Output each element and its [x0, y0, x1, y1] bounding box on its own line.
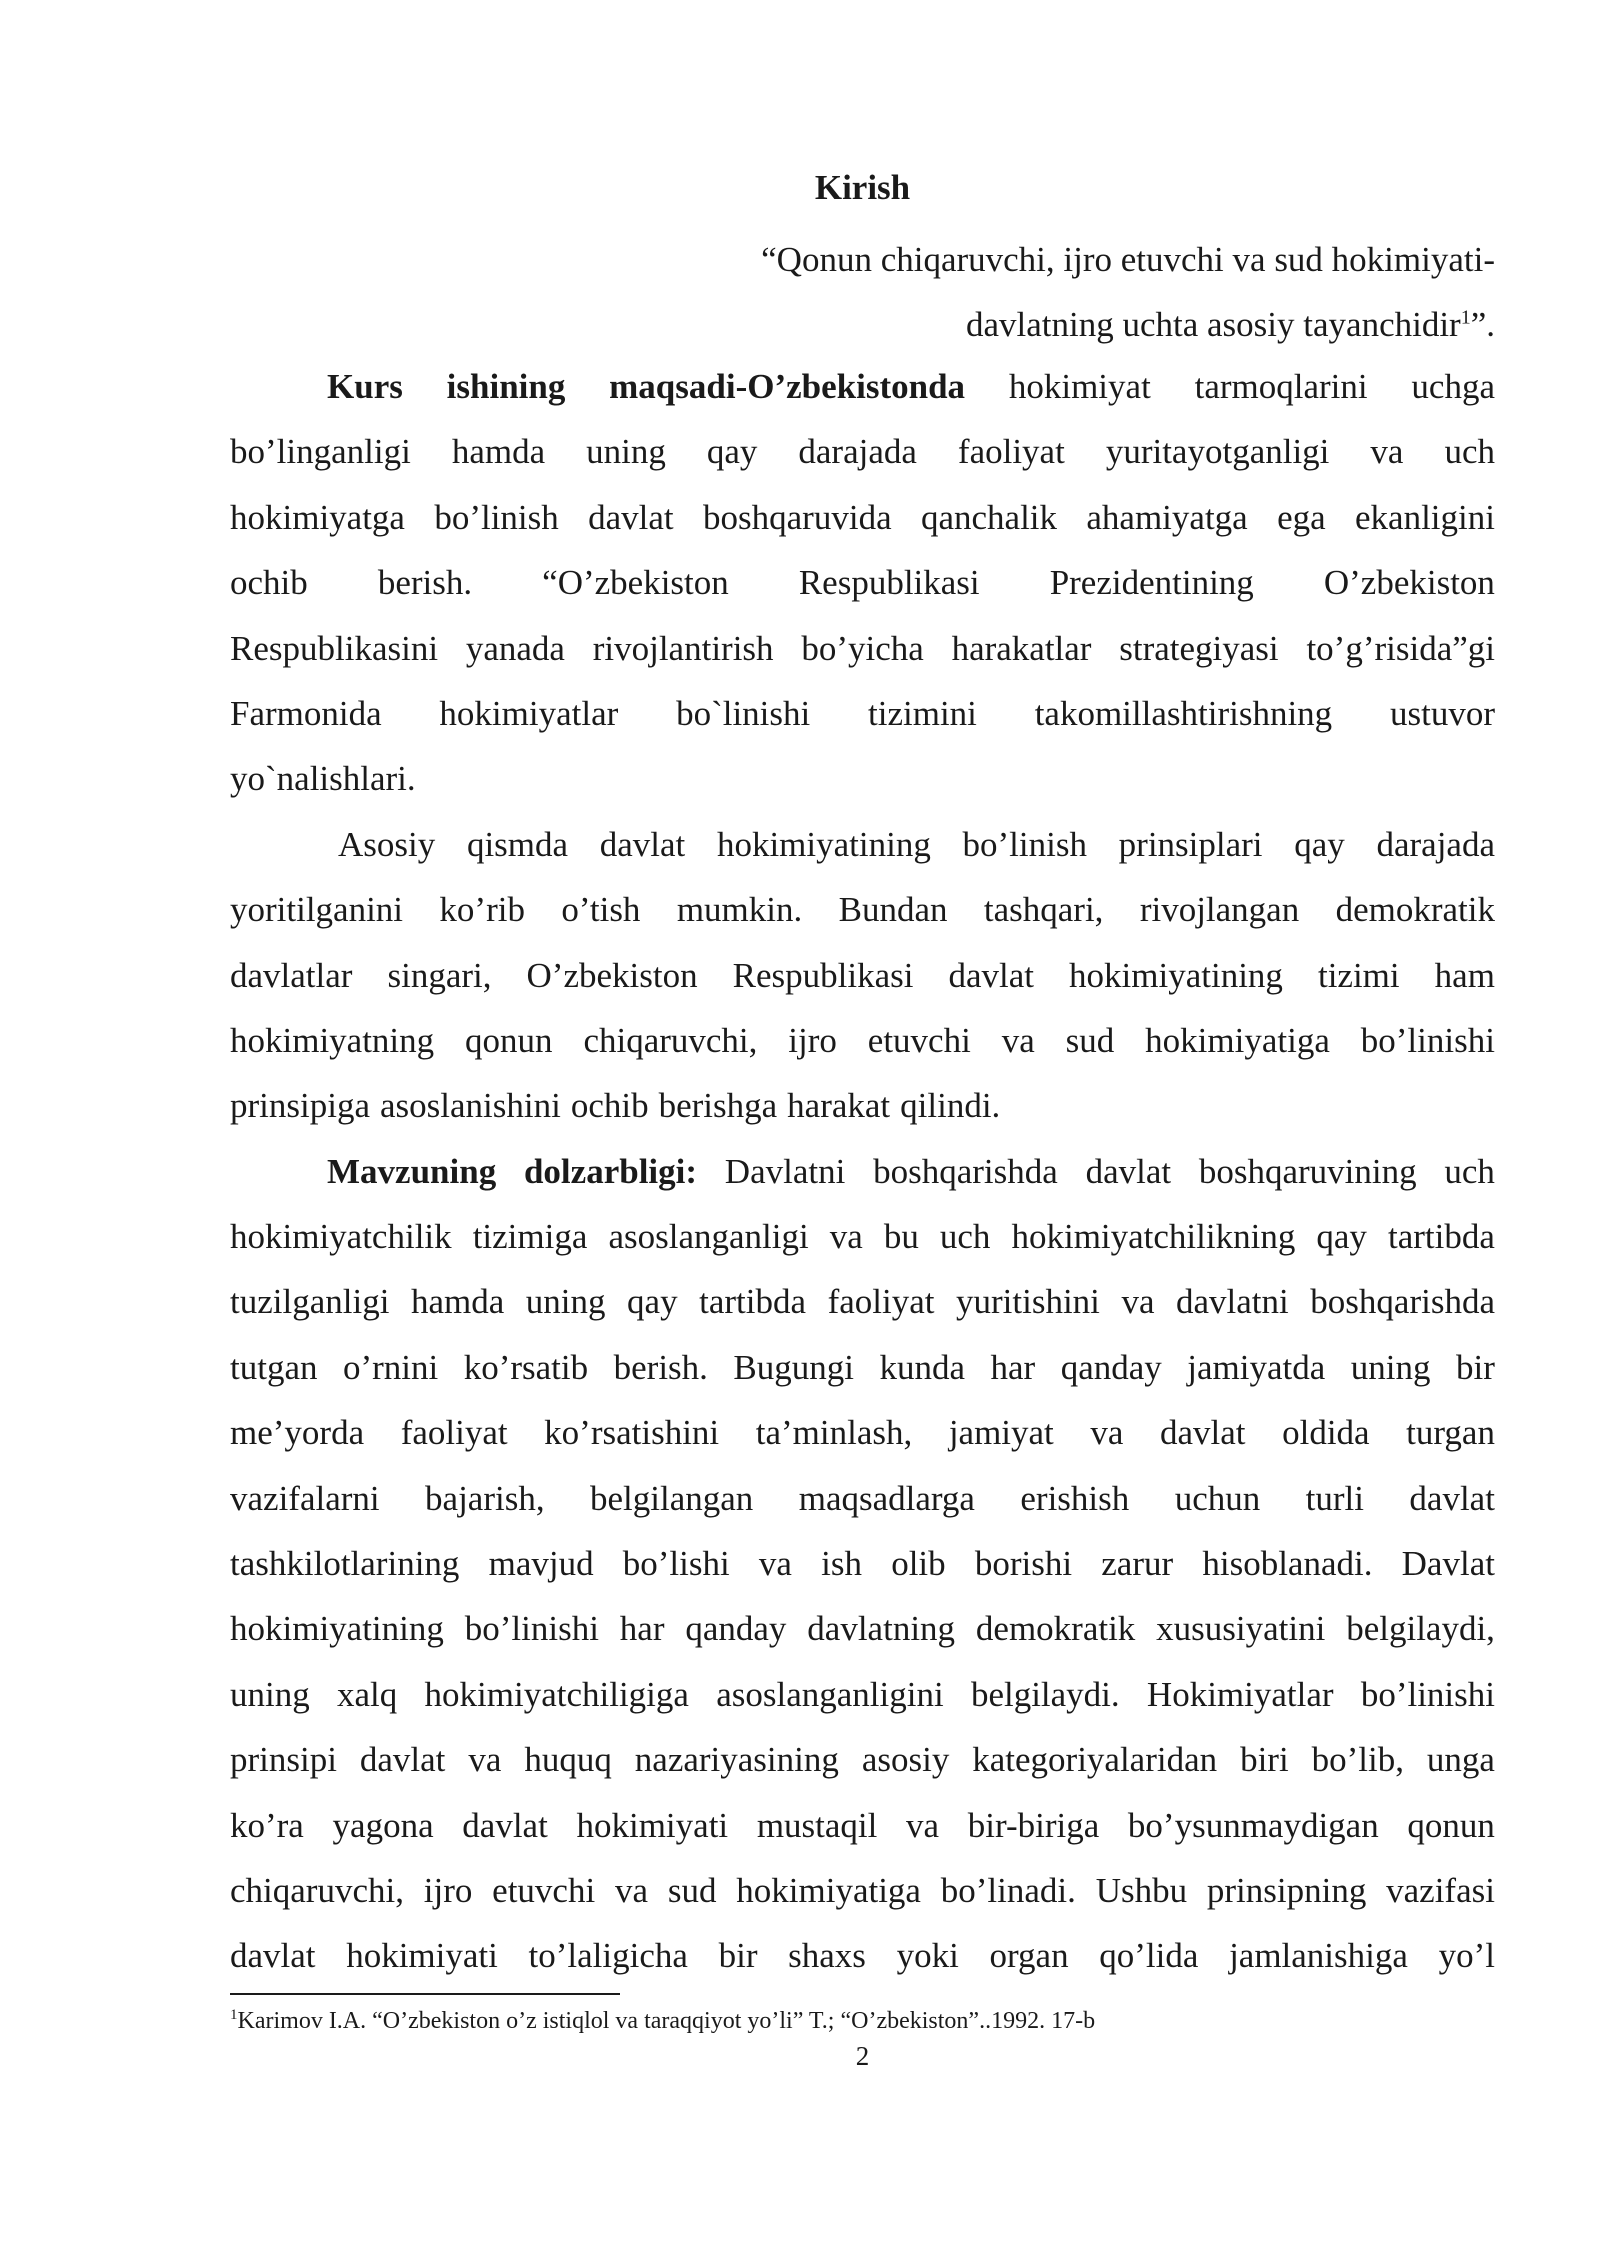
- word: o’rnini: [342, 1347, 439, 1387]
- body-text: [230, 354, 1495, 1989]
- word: ahamiyatga: [1086, 497, 1248, 537]
- word: davlat: [1159, 1413, 1246, 1453]
- word: bo’linishi: [1360, 1674, 1495, 1714]
- word: tashqari,: [983, 890, 1104, 930]
- word: bo’linish: [434, 497, 559, 537]
- word: rivojlantirish: [592, 628, 774, 668]
- paragraph-line: [230, 1923, 1495, 1988]
- word: zarur: [1101, 1544, 1174, 1584]
- word: ochib: [230, 563, 308, 603]
- page-title: Kirish: [814, 168, 911, 207]
- paragraph-line: [230, 1466, 1495, 1531]
- word: belgilaydi.: [970, 1674, 1120, 1714]
- word: bo’lishi: [622, 1544, 730, 1584]
- word: qanchalik: [920, 497, 1058, 537]
- footnote-text: Karimov I.A. “O’zbekiston o’z istiqlol va taraqqiyot yo’li” T.; “O’zbekiston”..1992. 17-b: [237, 2008, 1096, 2034]
- word: hokimiyatiga: [736, 1870, 921, 1910]
- paragraph-main-part: [230, 812, 1495, 1139]
- word: maqsadi-O’zbekistonda: [609, 367, 966, 406]
- word: darajada: [1376, 824, 1495, 864]
- paragraph-line: [230, 812, 1495, 877]
- word: boshqaruvida: [703, 497, 892, 537]
- word: qanday: [685, 1609, 787, 1649]
- word: uning: [525, 1282, 606, 1322]
- word: faoliyat: [400, 1413, 508, 1453]
- word: uning: [230, 1674, 310, 1714]
- word: asoslanishini: [379, 1086, 561, 1126]
- word: hokimiyatining: [230, 1609, 444, 1649]
- word: rivojlangan: [1139, 890, 1300, 930]
- word: demokratik: [1335, 890, 1495, 930]
- paragraph-line: [230, 550, 1495, 615]
- word: va: [1121, 1282, 1155, 1322]
- word: Respublikasini: [230, 628, 439, 668]
- word: Bugungi: [733, 1347, 854, 1387]
- page-number: 2: [855, 2041, 870, 2071]
- word: uch: [939, 1217, 991, 1257]
- word: boshqarishda: [1310, 1282, 1495, 1322]
- word: boshqarishda: [873, 1151, 1058, 1191]
- word: xususiyatini: [1156, 1609, 1326, 1649]
- word: asoslanganligini: [716, 1674, 944, 1714]
- word: xalq: [337, 1674, 398, 1714]
- word: har: [619, 1609, 665, 1649]
- word: tartibda: [699, 1282, 807, 1322]
- word: Prezidentining: [1049, 563, 1254, 603]
- word: borishi: [974, 1544, 1073, 1584]
- paragraph-line: [230, 746, 1495, 811]
- word: hokimiyatning: [230, 1020, 435, 1060]
- word: Mavzuning: [327, 1151, 497, 1191]
- word: davlatni: [1176, 1282, 1289, 1322]
- paragraph-line: [230, 1335, 1495, 1400]
- word: qay: [1294, 824, 1345, 864]
- word: belgilangan: [590, 1478, 754, 1518]
- word: davlat: [1085, 1151, 1172, 1191]
- word: oldida: [1282, 1413, 1370, 1453]
- word: “O’zbekiston: [542, 563, 729, 603]
- word: bo’linganligi: [230, 432, 411, 472]
- word: ishining: [446, 367, 566, 406]
- word: jamiyatda: [1187, 1347, 1326, 1387]
- word: asosiy: [861, 1740, 950, 1780]
- word: berishga: [658, 1086, 778, 1126]
- word: o’tish: [561, 890, 641, 930]
- epigraph-line-2-end: ”.: [1470, 305, 1495, 344]
- paragraph-line: [230, 1531, 1495, 1596]
- word: me’yorda: [230, 1413, 365, 1453]
- word: hokimiyatining: [1069, 955, 1283, 995]
- epigraph-line-2: [230, 292, 1495, 357]
- word: va: [1001, 1020, 1035, 1060]
- word: Bundan: [838, 890, 948, 930]
- word: qay: [1316, 1217, 1367, 1257]
- word: ijro: [788, 1020, 837, 1060]
- word: davlatlar: [230, 955, 353, 995]
- word: ham: [1434, 955, 1495, 995]
- paragraph-line: [230, 1139, 1495, 1204]
- epigraph-line-2-text: davlatning uchta asosiy tayanchidir: [965, 305, 1461, 344]
- word: vazifasi: [1386, 1870, 1495, 1910]
- word: va: [1090, 1413, 1124, 1453]
- word: faoliyat: [957, 432, 1065, 472]
- epigraph: [230, 227, 1495, 357]
- word: davlatning: [807, 1609, 956, 1649]
- word: harakat: [787, 1086, 891, 1126]
- word: O’zbekiston: [526, 955, 698, 995]
- word: va: [468, 1740, 502, 1780]
- word: ega: [1277, 497, 1326, 537]
- word: unga: [1426, 1740, 1495, 1780]
- footnote-separator: [230, 1993, 620, 1995]
- paragraph-line: [230, 1204, 1495, 1269]
- word: bo`linishi: [676, 693, 811, 733]
- paragraph-line: [230, 1269, 1495, 1334]
- word: prinsiplari: [1118, 824, 1263, 864]
- word: tizimi: [1317, 955, 1400, 995]
- word: davlat: [599, 824, 686, 864]
- word: har: [990, 1347, 1036, 1387]
- word: biri: [1240, 1740, 1289, 1780]
- word: va: [1370, 432, 1404, 472]
- paragraph-relevance: [230, 1139, 1495, 1989]
- footnote: [230, 2003, 1095, 2039]
- word: bo’linishi: [464, 1609, 599, 1649]
- word: berish.: [613, 1347, 708, 1387]
- word: ko’rsatib: [463, 1347, 589, 1387]
- word: uchun: [1174, 1478, 1261, 1518]
- word: tuzilganligi: [230, 1282, 390, 1322]
- word: va: [615, 1870, 649, 1910]
- word: bo’ysunmaydigan: [1127, 1805, 1379, 1845]
- word: tizimiga: [472, 1217, 588, 1257]
- word: jamiyat: [948, 1413, 1054, 1453]
- word: davlat: [462, 1805, 548, 1845]
- word: bir-biriga: [967, 1805, 1100, 1845]
- word: singari,: [387, 955, 492, 995]
- paragraph-line: [230, 1727, 1495, 1792]
- word: Davlat: [1401, 1544, 1495, 1584]
- word: yanada: [465, 628, 565, 668]
- word: ochib: [570, 1086, 649, 1126]
- word: hamda: [451, 432, 546, 472]
- word: chiqaruvchi,: [230, 1870, 404, 1910]
- word: belgilaydi,: [1346, 1609, 1495, 1649]
- word: ko’ra: [230, 1805, 304, 1845]
- word: davlat: [588, 497, 674, 537]
- word: mumkin.: [676, 890, 803, 930]
- word: harakatlar: [951, 628, 1092, 668]
- paragraph-line: [230, 681, 1495, 746]
- document-page: [230, 0, 1495, 2262]
- word: hokimiyatchiligiga: [424, 1674, 689, 1714]
- paragraph-line: [230, 419, 1495, 484]
- word: prinsipi: [230, 1740, 337, 1780]
- word: hokimiyati: [346, 1936, 498, 1976]
- word: bo’linishi: [1360, 1020, 1495, 1060]
- word: hamda: [410, 1282, 505, 1322]
- word: darajada: [798, 432, 917, 472]
- word: bir: [718, 1936, 758, 1976]
- word: davlat: [359, 1740, 446, 1780]
- word: qilindi.: [900, 1086, 1001, 1126]
- word: qo’lida: [1099, 1936, 1199, 1976]
- word: ko’rsatishini: [544, 1413, 720, 1453]
- word: yuritishini: [956, 1282, 1100, 1322]
- word: tartibda: [1387, 1217, 1495, 1257]
- word: maqsadlarga: [798, 1478, 975, 1518]
- word: ekanligini: [1355, 497, 1495, 537]
- word: tizimini: [868, 693, 977, 733]
- word: yagona: [332, 1805, 434, 1845]
- paragraph-line: [230, 354, 1495, 419]
- word: Hokimiyatlar: [1146, 1674, 1334, 1714]
- word: Respublikasi: [798, 563, 980, 603]
- word: hokimiyatining: [716, 824, 931, 864]
- word: jamlanishiga: [1229, 1936, 1408, 1976]
- paragraph-line: [230, 943, 1495, 1008]
- footnote-reference: 1: [1460, 306, 1471, 329]
- word: dolzarbligi:: [523, 1151, 698, 1191]
- paragraph-line: [230, 1008, 1495, 1073]
- word: kunda: [879, 1347, 966, 1387]
- word: ish: [821, 1544, 863, 1584]
- word: yo`nalishlari.: [230, 759, 416, 799]
- word: uch: [1444, 1151, 1495, 1191]
- word: yoki: [896, 1936, 959, 1976]
- paragraph-line: [230, 1662, 1495, 1727]
- word: tashkilotlarining: [230, 1544, 460, 1584]
- word: ijro: [423, 1870, 473, 1910]
- word: hokimiyatchilik: [230, 1217, 452, 1257]
- word: qonun: [465, 1020, 553, 1060]
- word: bir: [1455, 1347, 1495, 1387]
- word: huquq: [524, 1740, 612, 1780]
- word: va: [758, 1544, 792, 1584]
- word: mavjud: [488, 1544, 594, 1584]
- word: faoliyat: [827, 1282, 935, 1322]
- word: bo’linish: [962, 824, 1087, 864]
- word: hisoblanadi.: [1202, 1544, 1373, 1584]
- word: uchga: [1411, 367, 1495, 406]
- paragraph-line: [230, 1793, 1495, 1858]
- word: olib: [891, 1544, 946, 1584]
- word: bo’yicha: [801, 628, 924, 668]
- word: strategiyasi: [1119, 628, 1279, 668]
- paragraph-line: [230, 1858, 1495, 1923]
- word: Kurs: [327, 367, 403, 406]
- word: hokimiyati: [576, 1805, 729, 1845]
- word: tutgan: [230, 1347, 318, 1387]
- word: bo’linadi.: [940, 1870, 1076, 1910]
- word: davlat: [948, 955, 1035, 995]
- word: sud: [667, 1870, 717, 1910]
- word: davlat: [1409, 1478, 1495, 1518]
- word: uch: [1444, 432, 1495, 472]
- word: bo’lib,: [1311, 1740, 1404, 1780]
- word: Ushbu: [1095, 1870, 1188, 1910]
- word: yuritayotganligi: [1105, 432, 1330, 472]
- word: demokratik: [975, 1609, 1136, 1649]
- word: ko’rib: [439, 890, 525, 930]
- word: qismda: [466, 824, 569, 864]
- paragraph-line: [230, 1596, 1495, 1661]
- word: Farmonida: [230, 693, 382, 733]
- word: qay: [706, 432, 758, 472]
- word: Respublikasi: [732, 955, 914, 995]
- word: bu: [883, 1217, 919, 1257]
- word: turgan: [1406, 1413, 1495, 1453]
- word: nazariyasining: [634, 1740, 839, 1780]
- paragraph-line: [230, 1073, 1495, 1138]
- word: ustuvor: [1389, 693, 1495, 733]
- word: bajarish,: [425, 1478, 545, 1518]
- paragraph-line: [230, 877, 1495, 942]
- word: sud: [1065, 1020, 1115, 1060]
- epigraph-line-1: “Qonun chiqaruvchi, ijro etuvchi va sud hokimiyati-: [761, 240, 1495, 279]
- word: prinsipiga: [230, 1086, 370, 1126]
- word: erishish: [1020, 1478, 1130, 1518]
- word: hokimiyatiga: [1145, 1020, 1330, 1060]
- word: kategoriyalaridan: [972, 1740, 1218, 1780]
- word: to’laligicha: [528, 1936, 688, 1976]
- word: O’zbekiston: [1323, 563, 1495, 603]
- word: to’g’risida”gi: [1306, 628, 1495, 668]
- word: turli: [1305, 1478, 1364, 1518]
- word: uning: [586, 432, 666, 472]
- word: chiqaruvchi,: [583, 1020, 758, 1060]
- word: takomillashtirishning: [1034, 693, 1333, 733]
- word: Asosiy: [338, 824, 436, 864]
- word: uning: [1350, 1347, 1431, 1387]
- word: mustaqil: [756, 1805, 878, 1845]
- word: tarmoqlarini: [1194, 367, 1368, 406]
- word: organ: [989, 1936, 1069, 1976]
- word: shaxs: [788, 1936, 866, 1976]
- footnote-marker: 1: [230, 2007, 238, 2023]
- word: davlat: [230, 1936, 316, 1976]
- word: etuvchi: [492, 1870, 596, 1910]
- word: hokimiyatlar: [439, 693, 619, 733]
- word: hokimiyat: [1008, 367, 1151, 406]
- paragraph-goal: [230, 354, 1495, 812]
- word: hokimiyatchilikning: [1011, 1217, 1296, 1257]
- word: Davlatni: [724, 1151, 846, 1191]
- paragraph-line: [230, 616, 1495, 681]
- word: qonun: [1407, 1805, 1495, 1845]
- paragraph-line: [230, 485, 1495, 550]
- word: vazifalarni: [230, 1478, 380, 1518]
- word: prinsipning: [1206, 1870, 1367, 1910]
- word: qanday: [1060, 1347, 1162, 1387]
- word: etuvchi: [867, 1020, 971, 1060]
- paragraph-line: [230, 1400, 1495, 1465]
- word: ta’minlash,: [755, 1413, 913, 1453]
- word: va: [829, 1217, 863, 1257]
- word: hokimiyatga: [230, 497, 405, 537]
- word: asoslanganligi: [608, 1217, 809, 1257]
- word: yo’l: [1438, 1936, 1495, 1976]
- word: berish.: [377, 563, 473, 603]
- word: va: [906, 1805, 940, 1845]
- word: qay: [627, 1282, 678, 1322]
- word: yoritilganini: [230, 890, 404, 930]
- word: boshqaruvining: [1198, 1151, 1417, 1191]
